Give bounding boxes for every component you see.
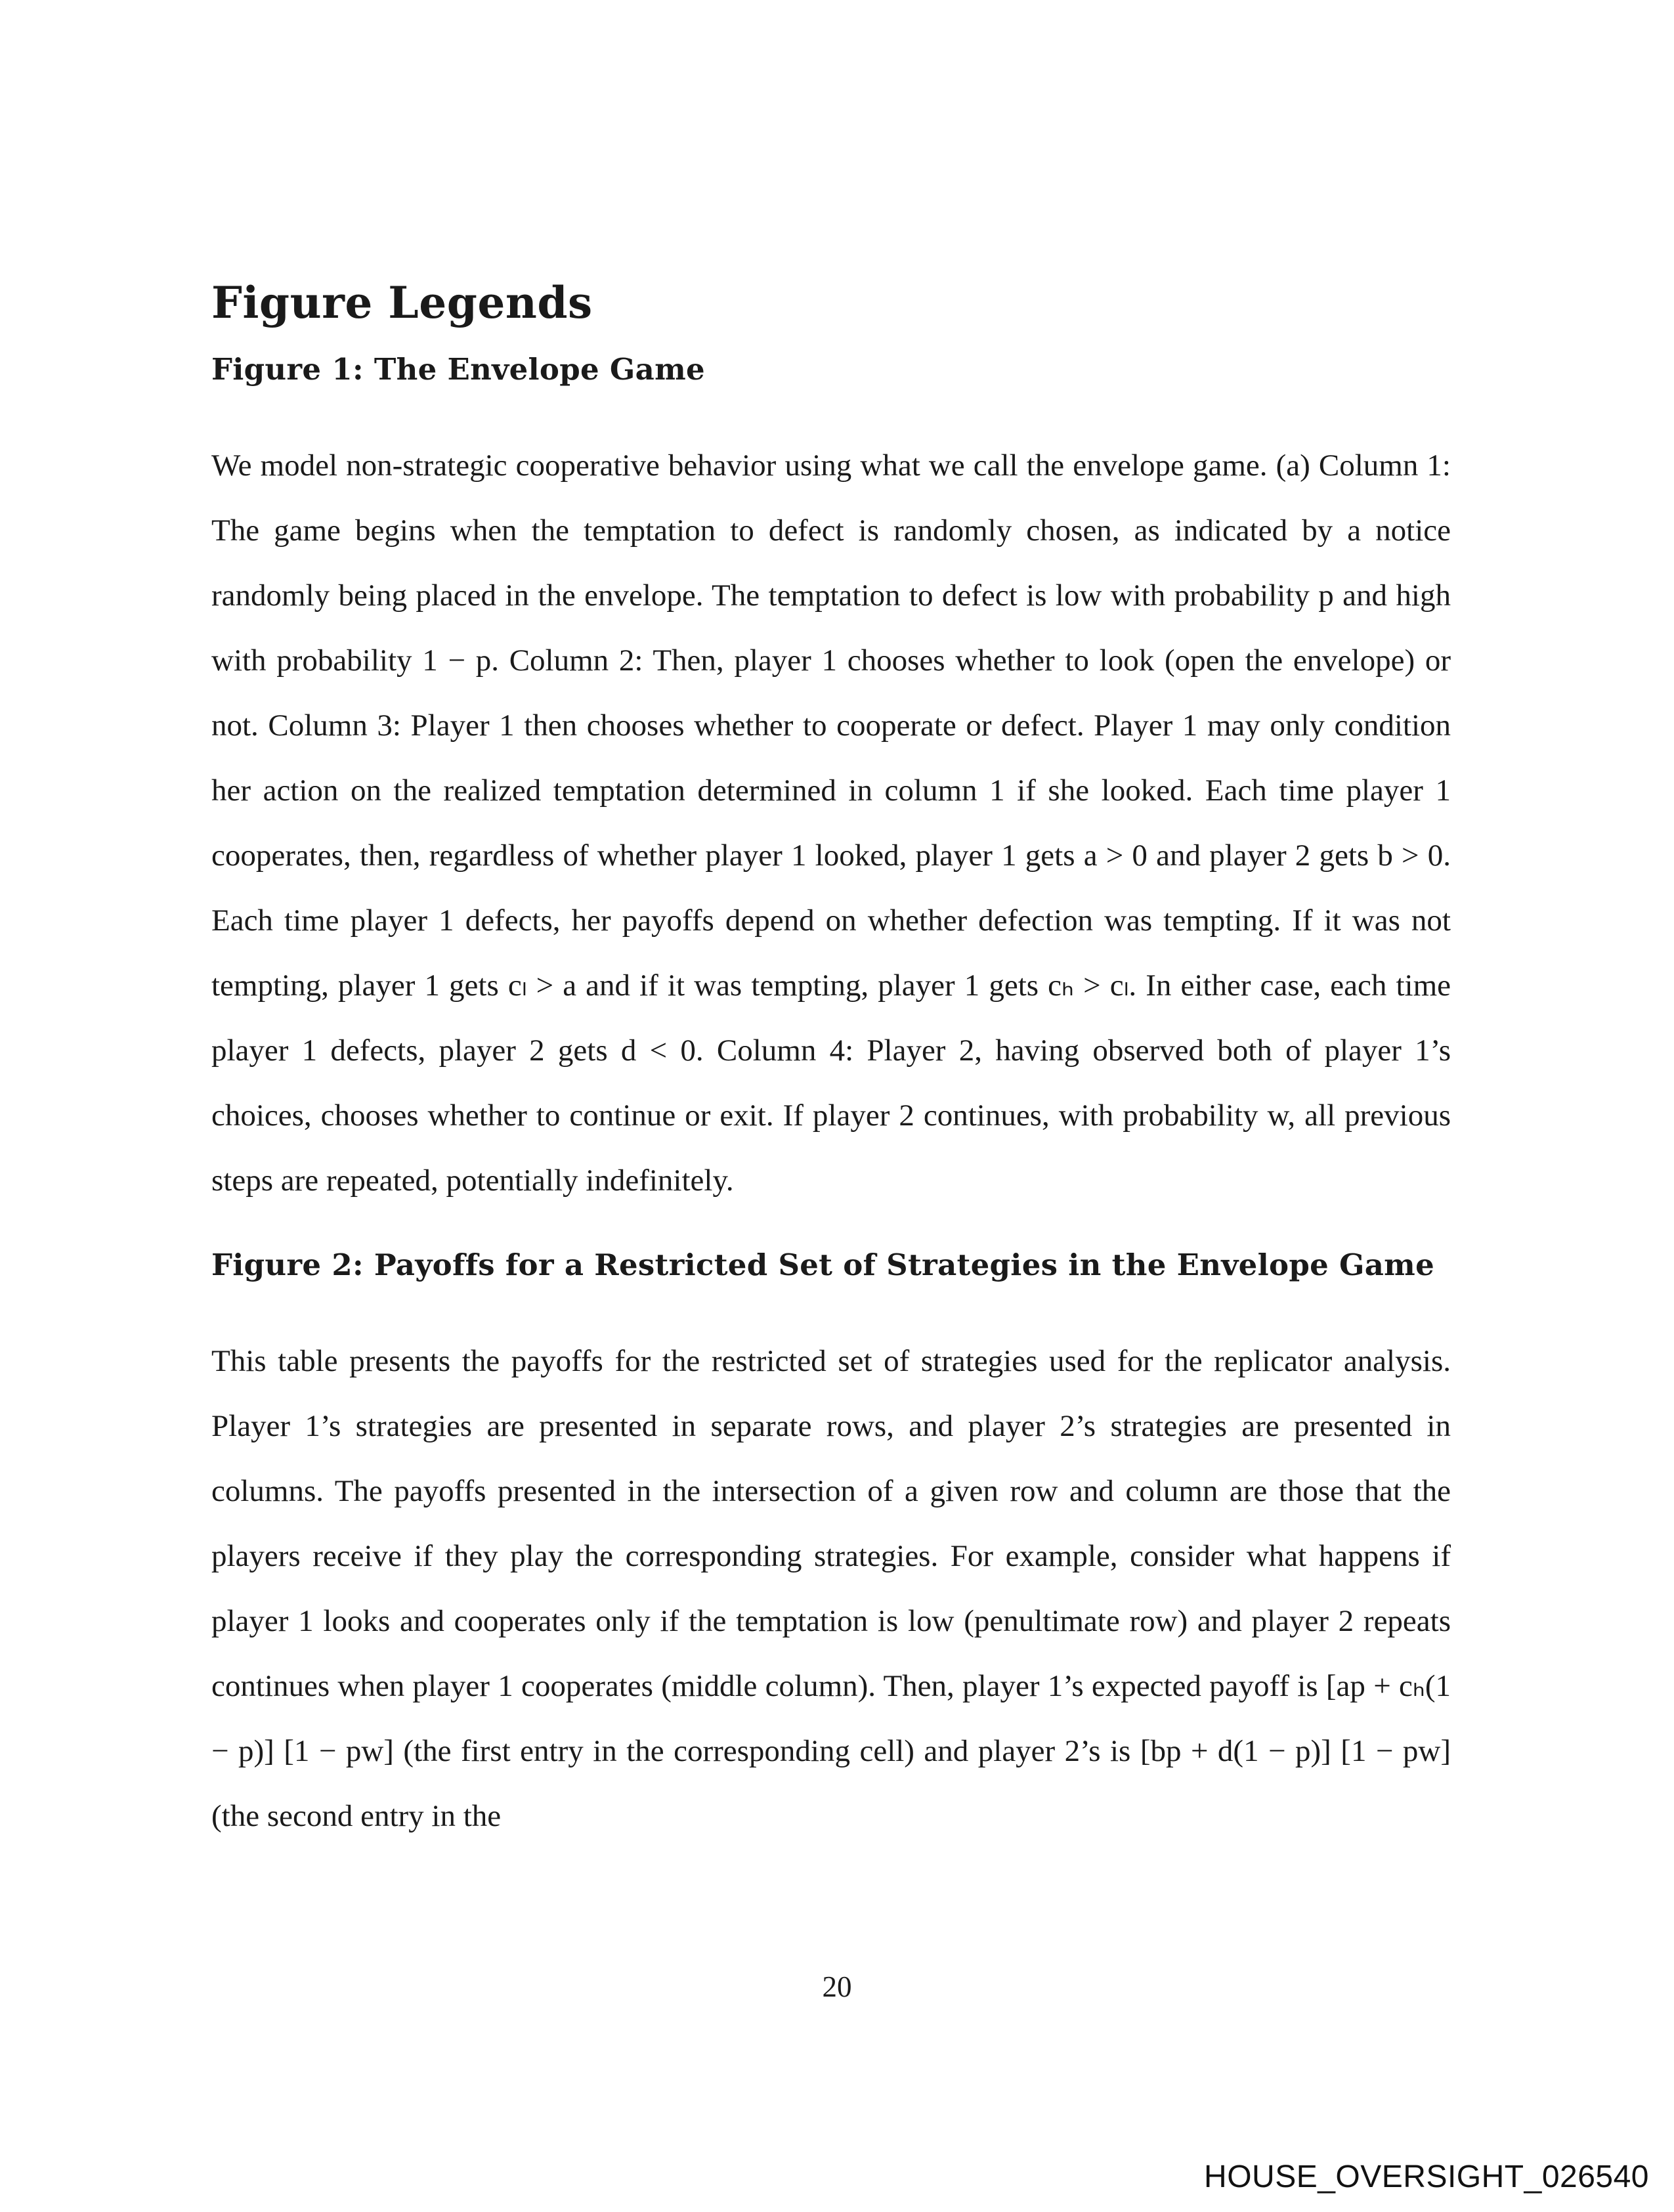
figure-1-legend-text: We model non-strategic cooperative behavior using what we call the envelope game. (a) Column 1: The game begins when the temptation to defect is randomly chosen, as indicated by a notice randomly being placed in the envelope. The temptation to defect is low with probability p and high with probability 1 − p. Column 2: Then, player 1 chooses whether to look (open the envelope) or not. Column 3: Player 1 then chooses whether to cooperate or defect. Player 1 may only condition her action on the realized temptation determined in column 1 if she looked. Each time player 1 cooperates, then, regardless of whether player 1 looked, player 1 gets a > 0 and player 2 gets b > 0. Each time player 1 defects, her payoffs depend on whether defection was tempting. If it was not tempting, player 1 gets cₗ > a and if it was tempting, player 1 gets cₕ > cₗ. In either case, each time player 1 defects, player 2 gets d < 0. Column 4: Player 2, having observed both of player 1’s choices, chooses whether to continue or exit. If player 2 continues, with probability w, all previous steps are repeated, potentially indefinitely. [211,448,1451,1198]
figure-2-heading: Figure 2: Payoffs for a Restricted Set of Strategies in the Envelope Game [211,1247,1435,1282]
section-title: Figure Legends [211,277,593,328]
figure-1-heading: Figure 1: The Envelope Game [211,351,705,387]
page-number: 20 [822,1970,852,2003]
page-content [211,279,1451,1849]
figure-2-legend-text: This table presents the payoffs for the restricted set of strategies used for the replicator analysis. Player 1’s strategies are presented in separate rows, and player 2’s strategies are presented in columns. The payoffs presented in the intersection of a given row and column are those that the players receive if they play the corresponding strategies. For example, consider what happens if player 1 looks and cooperates only if the temptation is low (penultimate row) and player 2 repeats continues when player 1 cooperates (middle column). Then, player 1’s expected payoff is [ap + cₕ(1 − p)] [1 − pw] (the first entry in the corresponding cell) and player 2’s is [bp + d(1 − p)] [1 − pw] (the second entry in the [211,1343,1451,1833]
bates-number: HOUSE_OVERSIGHT_026540 [1204,2159,1649,2194]
